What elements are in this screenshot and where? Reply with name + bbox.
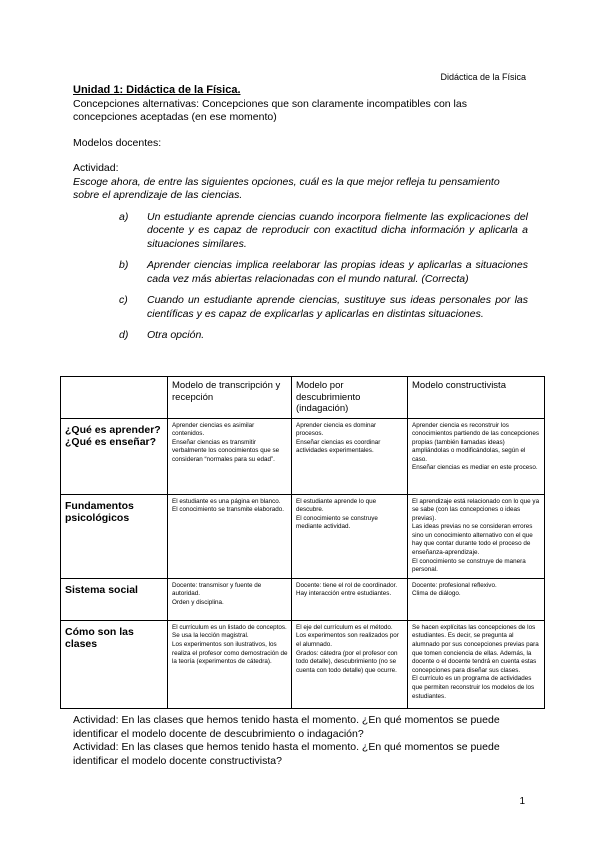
activity-question-constructivist: Actividad: En las clases que hemos tenido hasta el momento. ¿En qué momentos se puede identificar el modelo docente constructivista? [73, 741, 500, 767]
running-header: Didáctica de la Física [440, 72, 526, 82]
table-cell: Aprender ciencia es dominar procesos. Enseñar ciencias es coordinar actividades experimentales. [292, 418, 408, 494]
unit-title: Unidad 1: Didáctica de la Física. [73, 84, 241, 96]
row-header: Fundamentos psicológicos [61, 494, 168, 578]
table-header-discovery: Modelo por descubrimiento (indagación) [292, 377, 408, 419]
option-letter: c) [119, 294, 128, 306]
row-header: Sistema social [61, 578, 168, 620]
option-text: Aprender ciencias implica reelaborar las propias ideas y aplicarlas a situaciones cada vez más abiertas relacionadas con el mundo natural. (Correcta) [147, 259, 528, 285]
intro-paragraph: Concepciones alternativas: Concepciones que son claramente incompatibles con las concepciones aceptadas (en ese momento) [73, 97, 467, 123]
table-header-constructivist: Modelo constructivista [408, 377, 545, 419]
table-cell: El estudiante es una página en blanco. El conocimiento se transmite elaborado. [168, 494, 292, 578]
table-row [61, 578, 545, 620]
row-header: Cómo son las clases [61, 620, 168, 708]
teaching-models-table [60, 376, 545, 709]
table-cell: Docente: transmisor y fuente de autoridad. Orden y disciplina. [168, 578, 292, 620]
document-body [73, 84, 528, 351]
activity-question-discovery: Actividad: En las clases que hemos tenido hasta el momento. ¿En qué momentos se puede identificar el modelo docente de descubrimiento o indagación? [73, 714, 500, 740]
footer-activities [73, 714, 533, 768]
option-letter: d) [119, 329, 129, 341]
table-cell: Aprender ciencia es reconstruir los conocimientos partiendo de las concepciones propias (también llamadas ideas) ampliándolas o modificándolas, según el caso. Enseñar ciencias es mediar en este proceso. [408, 418, 545, 494]
models-label: Modelos docentes: [73, 136, 162, 149]
row-header: ¿Qué es aprender? ¿Qué es enseñar? [61, 418, 168, 494]
option-c [73, 294, 528, 321]
table-row [61, 494, 545, 578]
option-d [73, 329, 528, 343]
table-cell: Docente: profesional reflexivo. Clima de diálogo. [408, 578, 545, 620]
page-number: 1 [519, 796, 525, 807]
option-b [73, 259, 528, 286]
table-cell: El currículum es un listado de conceptos. Se usa la lección magistral. Los experimentos son ilustrativos, los realiza el profesor como demostración de la teoría (experimentos de cátedra). [168, 620, 292, 708]
activity-prompt: Escoge ahora, de entre las siguientes opciones, cuál es la que mejor refleja tu pensamiento sobre el aprendizaje de las ciencias. [73, 175, 500, 201]
table-cell: Docente: tiene el rol de coordinador. Hay interacción entre estudiantes. [292, 578, 408, 620]
table-cell: El aprendizaje está relacionado con lo que ya se sabe (con las concepciones o ideas previas). Las ideas previas no se consideran errores sino un conocimiento alternativo con el que hay que contar durante todo el proceso de enseñanza-aprendizaje. El conocimiento se construye de manera personal. [408, 494, 545, 578]
table-header-row [61, 377, 545, 419]
table-cell: Se hacen explícitas las concepciones de los estudiantes. Es decir, se pregunta al alumnado por sus concepciones previas para que tomen conciencia de ellas. Además, la docente o el docente tendrá en cuenta estas concepciones para diseñar sus clases. El currículo es un programa de actividades que permiten reconstruir los modelos de los estudiantes. [408, 620, 545, 708]
option-letter: a) [119, 210, 129, 223]
options-list [73, 211, 528, 343]
table-header-empty [61, 377, 168, 419]
table-row [61, 620, 545, 708]
table-header-transcription: Modelo de transcripción y recepción [168, 377, 292, 419]
table-cell: El eje del currículum es el método. Los experimentos son realizados por el alumnado. Grados: cátedra (por el profesor con todo detalle), descubrimiento (no se cuenta con todo detalle) que ocurre. [292, 620, 408, 708]
option-letter: b) [119, 259, 129, 271]
table-cell: El estudiante aprende lo que descubre. El conocimiento se construye mediante actividad. [292, 494, 408, 578]
option-text: Otra opción. [147, 329, 205, 341]
activity-label: Actividad: [73, 162, 119, 174]
option-text: Cuando un estudiante aprende ciencias, sustituye sus ideas personales por las científicas y es capaz de explicarlas y aplicarlas en distintas situaciones. [147, 294, 528, 320]
option-text: Un estudiante aprende ciencias cuando incorpora fielmente las explicaciones del docente y es capaz de reproducir con exactitud dicha información y aplicarla a situaciones similares. [147, 210, 528, 250]
option-a [73, 211, 528, 252]
table-row [61, 418, 545, 494]
table-cell: Aprender ciencias es asimilar contenidos. Enseñar ciencias es transmitir verbalmente los conocimientos que se consideran “normales para su edad”. [168, 418, 292, 494]
